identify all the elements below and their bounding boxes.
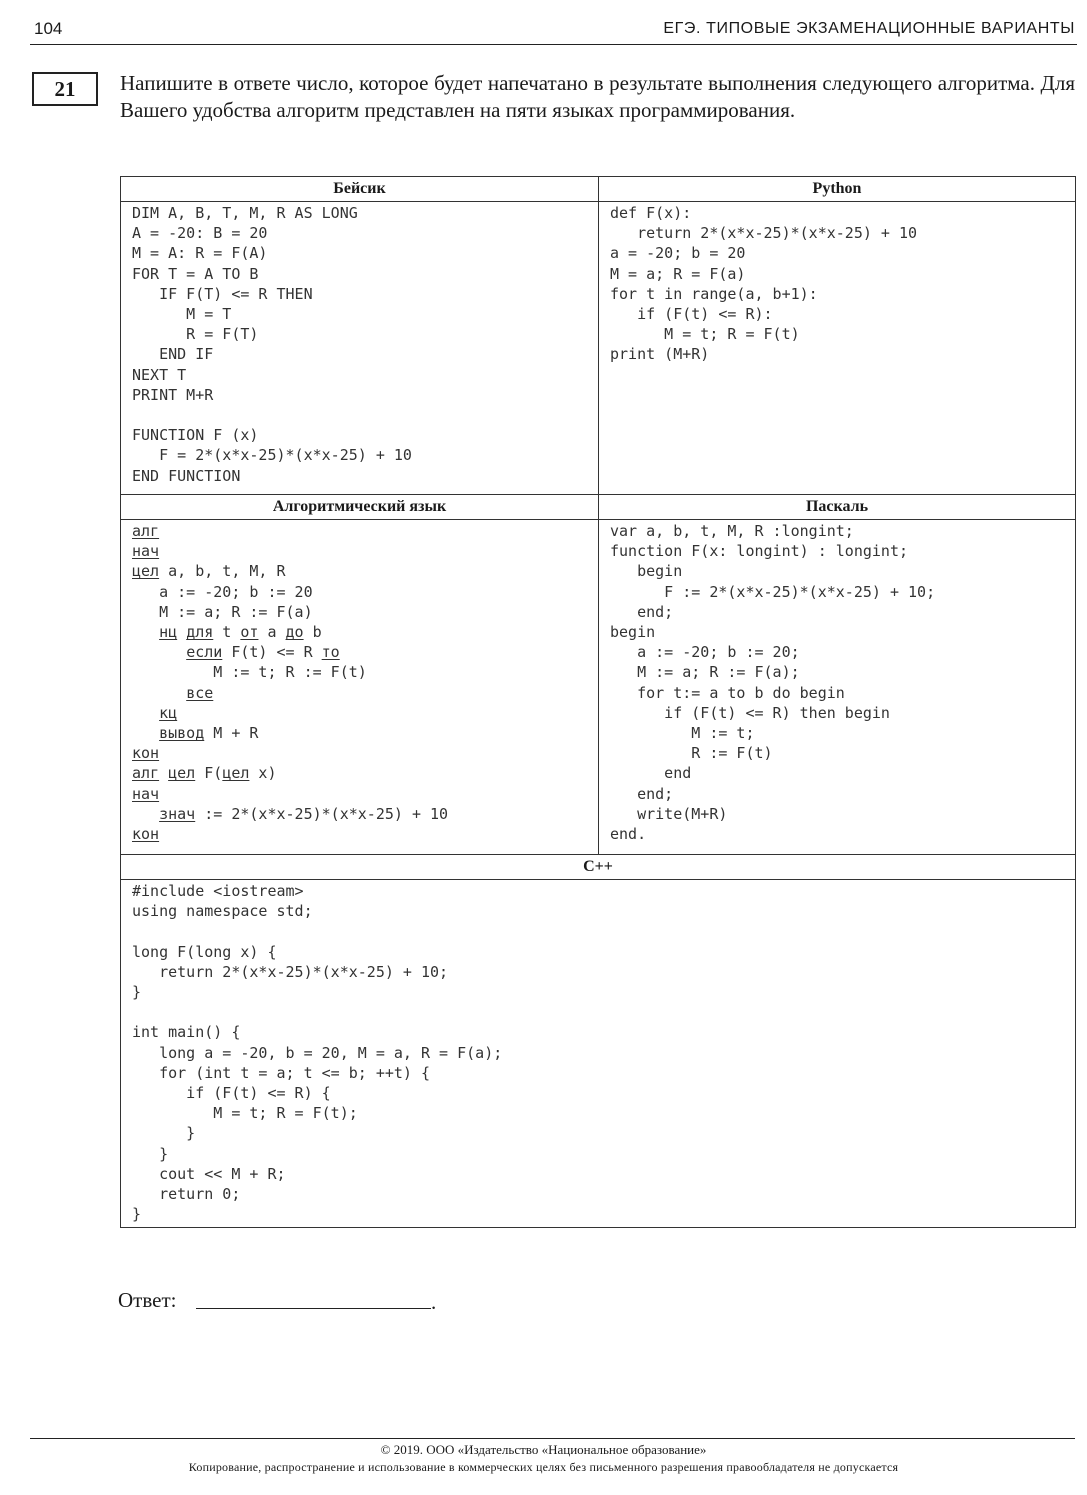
keyword: нач bbox=[132, 784, 160, 803]
algorithmic-cell bbox=[121, 520, 599, 855]
code-line: return 2*(x*x-25)*(x*x-25) + 10 bbox=[610, 224, 918, 243]
code-text: a := -20; b := 20 bbox=[132, 582, 313, 601]
code-line: M := t; bbox=[610, 724, 755, 743]
code-line: END IF bbox=[132, 345, 214, 364]
code-line: M = t; R = F(t); bbox=[132, 1104, 358, 1123]
code-line: F := 2*(x*x-25)*(x*x-25) + 10; bbox=[610, 582, 936, 601]
code-line bbox=[132, 522, 159, 540]
code-line: end; bbox=[610, 602, 674, 621]
code-line bbox=[132, 583, 313, 601]
algorithmic-header: Алгоритмический язык bbox=[121, 495, 599, 520]
algorithmic-code bbox=[121, 520, 598, 847]
code-line bbox=[132, 825, 159, 843]
keyword: все bbox=[186, 683, 214, 702]
code-line: end. bbox=[610, 825, 647, 844]
code-line: print (M+R) bbox=[610, 345, 710, 364]
code-line: a = -20; b = 20 bbox=[610, 244, 746, 263]
code-line: def F(x): bbox=[610, 204, 692, 222]
python-cell bbox=[599, 202, 1076, 495]
code-line bbox=[132, 643, 340, 661]
keyword: нц bbox=[159, 623, 178, 642]
code-text: x) bbox=[249, 764, 277, 783]
answer-field[interactable] bbox=[196, 1308, 431, 1309]
code-line: function F(x: longint) : longint; bbox=[610, 542, 909, 561]
code-line: END FUNCTION bbox=[132, 466, 241, 485]
cpp-code bbox=[121, 880, 1075, 1227]
python-header: Python bbox=[599, 177, 1076, 202]
code-text: a, b, t, M, R bbox=[159, 562, 286, 581]
code-line: #include <iostream> bbox=[132, 882, 304, 900]
keyword: кон bbox=[132, 825, 160, 844]
keyword: алг bbox=[132, 764, 160, 783]
keyword: кон bbox=[132, 744, 160, 763]
keyword: то bbox=[321, 643, 340, 662]
code-line: for (int t = a; t <= b; ++t) { bbox=[132, 1063, 431, 1082]
keyword: алг bbox=[132, 522, 160, 540]
keyword: нач bbox=[132, 542, 160, 561]
code-line bbox=[132, 744, 159, 762]
python-code bbox=[599, 202, 1075, 368]
code-text: M + R bbox=[204, 724, 259, 743]
footer-copyright: © 2019. ООО «Издательство «Национальное образование» bbox=[380, 1442, 707, 1457]
pascal-header: Паскаль bbox=[599, 495, 1076, 520]
code-line: write(M+R) bbox=[610, 804, 728, 823]
code-line: int main() { bbox=[132, 1023, 241, 1042]
code-line bbox=[132, 603, 313, 621]
header-divider bbox=[30, 44, 1077, 45]
code-line: M = T bbox=[132, 305, 232, 324]
code-line: end bbox=[610, 764, 692, 783]
cpp-cell bbox=[121, 880, 1076, 1228]
code-line bbox=[132, 764, 277, 782]
code-text: t bbox=[213, 623, 241, 642]
code-line: if (F(t) <= R) { bbox=[132, 1084, 331, 1103]
code-line bbox=[132, 623, 322, 641]
code-line: M = a; R = F(a) bbox=[610, 264, 746, 283]
answer-end-dot: . bbox=[431, 1290, 437, 1314]
code-text bbox=[177, 623, 186, 641]
code-text: := 2*(x*x-25)*(x*x-25) + 10 bbox=[195, 804, 449, 823]
task-number-box bbox=[32, 72, 98, 106]
code-line bbox=[132, 562, 286, 580]
code-line: } bbox=[132, 1144, 169, 1163]
code-line: return 2*(x*x-25)*(x*x-25) + 10; bbox=[132, 962, 449, 981]
task-number: 21 bbox=[54, 77, 76, 101]
basic-cell bbox=[121, 202, 599, 495]
keyword: вывод bbox=[159, 724, 205, 743]
code-line: for t:= a to b do begin bbox=[610, 683, 845, 702]
code-text: F( bbox=[195, 764, 223, 783]
code-line bbox=[132, 663, 367, 681]
keyword: знач bbox=[159, 804, 196, 823]
cpp-header: C++ bbox=[121, 855, 1076, 880]
code-line bbox=[132, 684, 213, 702]
footer-rights: Копирование, распространение и использование в коммерческих целях без письменного разрешения правообладателя не допускается bbox=[188, 1460, 899, 1474]
pascal-code bbox=[599, 520, 1075, 847]
code-text bbox=[132, 704, 159, 722]
code-line: var a, b, t, M, R :longint; bbox=[610, 522, 854, 540]
code-text: M := t; R := F(t) bbox=[132, 663, 367, 682]
code-line: FOR T = A TO B bbox=[132, 264, 259, 283]
code-line: NEXT T bbox=[132, 365, 187, 384]
keyword: цел bbox=[168, 764, 196, 783]
keyword: цел bbox=[222, 764, 250, 783]
code-line: } bbox=[132, 1124, 196, 1143]
code-line: for t in range(a, b+1): bbox=[610, 284, 818, 303]
code-line: cout << M + R; bbox=[132, 1164, 286, 1183]
task-statement: Напишите в ответе число, которое будет напечатано в результате выполнения следующего алгоритма. Для Вашего удобства алгоритм представлен на пяти языках программирования. bbox=[120, 71, 1075, 122]
code-line: R := F(t) bbox=[610, 744, 773, 763]
code-text bbox=[132, 623, 159, 641]
code-line: if (F(t) <= R): bbox=[610, 305, 773, 324]
code-line: using namespace std; bbox=[132, 902, 313, 921]
code-line bbox=[132, 805, 448, 823]
code-line: IF F(T) <= R THEN bbox=[132, 284, 313, 303]
basic-header: Бейсик bbox=[121, 177, 599, 202]
code-line bbox=[132, 542, 159, 560]
code-text: M := a; R := F(a) bbox=[132, 602, 313, 621]
code-line: M = A: R = F(A) bbox=[132, 244, 268, 263]
code-line: PRINT M+R bbox=[132, 385, 214, 404]
keyword: до bbox=[285, 623, 304, 642]
keyword: кц bbox=[159, 703, 178, 722]
code-line bbox=[132, 724, 258, 742]
code-line: begin bbox=[610, 623, 656, 642]
code-line: a := -20; b := 20; bbox=[610, 643, 800, 662]
code-text bbox=[132, 684, 186, 702]
pascal-cell bbox=[599, 520, 1076, 855]
code-line: } bbox=[132, 983, 142, 1002]
code-line bbox=[132, 704, 177, 722]
code-line: M = t; R = F(t) bbox=[610, 325, 800, 344]
code-text bbox=[159, 764, 168, 782]
code-line: long a = -20, b = 20, M = a, R = F(a); bbox=[132, 1043, 503, 1062]
code-line: A = -20: B = 20 bbox=[132, 224, 268, 243]
code-line bbox=[132, 785, 159, 803]
code-line: R = F(T) bbox=[132, 325, 259, 344]
code-line: if (F(t) <= R) then begin bbox=[610, 703, 890, 722]
code-line: end; bbox=[610, 784, 674, 803]
basic-code bbox=[121, 202, 598, 489]
code-line: long F(long x) { bbox=[132, 942, 277, 961]
code-text bbox=[132, 724, 159, 742]
code-text: b bbox=[303, 623, 322, 642]
code-line: M := a; R := F(a); bbox=[610, 663, 800, 682]
code-text bbox=[132, 805, 159, 823]
keyword: для bbox=[186, 623, 214, 642]
code-line: FUNCTION F (x) bbox=[132, 426, 259, 445]
page-number: 104 bbox=[34, 19, 63, 38]
algorithm-table bbox=[120, 176, 1076, 1228]
code-line: F = 2*(x*x-25)*(x*x-25) + 10 bbox=[132, 446, 412, 465]
code-text bbox=[132, 643, 186, 661]
keyword: от bbox=[240, 623, 259, 642]
code-line: DIM A, B, T, M, R AS LONG bbox=[132, 204, 358, 222]
code-text: F(t) <= R bbox=[222, 643, 322, 662]
answer-label: Ответ: bbox=[118, 1288, 177, 1312]
code-line: return 0; bbox=[132, 1185, 241, 1204]
keyword: цел bbox=[132, 562, 160, 581]
footer-divider bbox=[30, 1438, 1075, 1439]
code-text: a bbox=[258, 623, 286, 642]
code-line: } bbox=[132, 1205, 142, 1224]
keyword: если bbox=[186, 643, 223, 662]
running-title: ЕГЭ. ТИПОВЫЕ ЭКЗАМЕНАЦИОННЫЕ ВАРИАНТЫ bbox=[663, 20, 1075, 37]
code-line: begin bbox=[610, 562, 683, 581]
